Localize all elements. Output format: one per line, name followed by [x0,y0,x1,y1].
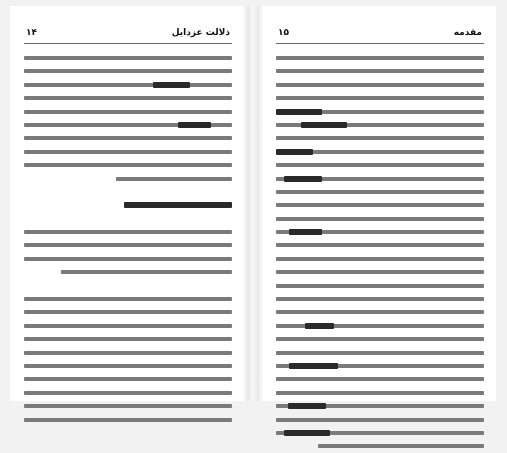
bold-word-mark [178,122,211,128]
right-text-line [276,105,484,118]
right-text-line [276,265,484,278]
text-line-ink [24,163,232,167]
right-text-line [276,225,484,238]
left-running-header [26,28,230,42]
right-page [262,6,496,401]
text-line-ink [276,297,484,301]
left-text-line [24,91,232,104]
right-text-line [276,279,484,292]
text-line-ink [276,217,484,221]
left-text-line [24,305,232,318]
left-text-line [24,51,232,64]
left-text-line [24,105,232,118]
left-text-line [24,118,232,131]
left-text-line [24,64,232,77]
text-line-ink [24,351,232,355]
text-line-ink [24,324,232,328]
left-page-number: ۱۴ [26,28,37,38]
left-text-line [24,279,232,292]
bold-word-mark [284,176,321,182]
right-text-line [276,212,484,225]
text-line-ink [116,177,232,181]
text-line-ink [318,444,484,448]
right-text-line [276,131,484,144]
text-line-ink [276,270,484,274]
bold-word-mark [305,323,334,329]
right-text-line [276,252,484,265]
bold-word-mark [289,363,339,369]
text-line-ink [24,230,232,234]
book-gutter [247,6,259,401]
left-running-title: ذلالت عزدایل [171,28,230,38]
left-text-line [24,332,232,345]
left-body-text [24,51,232,393]
text-line-ink [24,337,232,341]
left-text-line [24,359,232,372]
right-text-line [276,64,484,77]
text-line-ink [24,297,232,301]
text-line-ink [24,310,232,314]
right-text-line [276,359,484,372]
right-body-text [276,51,484,393]
left-text-line [24,252,232,265]
right-text-line [276,51,484,64]
text-line-ink [276,351,484,355]
left-text-line [24,131,232,144]
right-text-line [276,238,484,251]
left-text-line [24,292,232,305]
text-line-ink [24,418,232,422]
right-text-line [276,426,484,439]
text-line-ink [24,56,232,60]
right-text-line [276,372,484,385]
right-text-line [276,172,484,185]
left-text-line [24,158,232,171]
right-text-line [276,319,484,332]
left-text-line [24,145,232,158]
left-text-line [24,225,232,238]
right-text-line [276,91,484,104]
right-header-rule [276,43,484,44]
bold-word-mark [153,82,190,88]
right-running-header [278,28,482,42]
text-line-ink [24,257,232,261]
text-line-ink [276,377,484,381]
left-text-line [24,413,232,426]
left-text-line [24,238,232,251]
text-line-ink [276,56,484,60]
right-text-line [276,78,484,91]
left-text-line [24,78,232,91]
left-text-line [24,399,232,412]
text-line-ink [276,310,484,314]
text-line-ink [24,404,232,408]
text-line-ink [24,69,232,73]
text-line-ink [276,83,484,87]
left-text-line [24,319,232,332]
left-text-line [24,185,232,198]
text-line-ink [276,284,484,288]
left-text-line [24,172,232,185]
text-line-ink [61,270,232,274]
text-line-ink [24,243,232,247]
text-line-ink [276,337,484,341]
text-line-ink [24,110,232,114]
right-text-line [276,158,484,171]
text-line-ink [276,418,484,422]
bold-word-mark [276,149,313,155]
right-text-line [276,185,484,198]
left-text-line [24,198,232,211]
right-text-line [276,346,484,359]
bold-word-mark [289,229,322,235]
text-line-ink [276,69,484,73]
right-text-line [276,399,484,412]
bold-word-mark [284,430,330,436]
text-line-ink [24,83,232,87]
right-text-line [276,332,484,345]
text-line-ink [276,391,484,395]
left-text-line [24,212,232,225]
text-line-ink [276,163,484,167]
left-header-rule [24,43,232,44]
text-line-ink [276,243,484,247]
bold-word-mark [301,122,347,128]
text-line-ink [276,96,484,100]
left-page [10,6,244,401]
right-text-line [276,413,484,426]
left-text-line [24,265,232,278]
text-line-ink [24,377,232,381]
text-line-ink [24,96,232,100]
right-text-line [276,292,484,305]
text-line-ink [24,364,232,368]
left-text-line [24,386,232,399]
text-line-ink [24,136,232,140]
text-line-ink [276,257,484,261]
right-text-line [276,118,484,131]
left-text-line [24,346,232,359]
text-line-ink [276,190,484,194]
right-text-line [276,305,484,318]
right-page-number: ۱۵ [278,28,289,38]
right-text-line [276,198,484,211]
text-line-ink [24,391,232,395]
text-line-ink [276,136,484,140]
text-line-ink [24,150,232,154]
left-text-line [24,372,232,385]
right-running-title: مقدمه [453,28,482,38]
bold-word-mark [276,109,322,115]
right-text-line [276,386,484,399]
right-text-line [276,145,484,158]
right-text-line [276,439,484,452]
bold-word-mark [288,403,325,409]
bold-word-mark [124,202,232,208]
text-line-ink [276,203,484,207]
